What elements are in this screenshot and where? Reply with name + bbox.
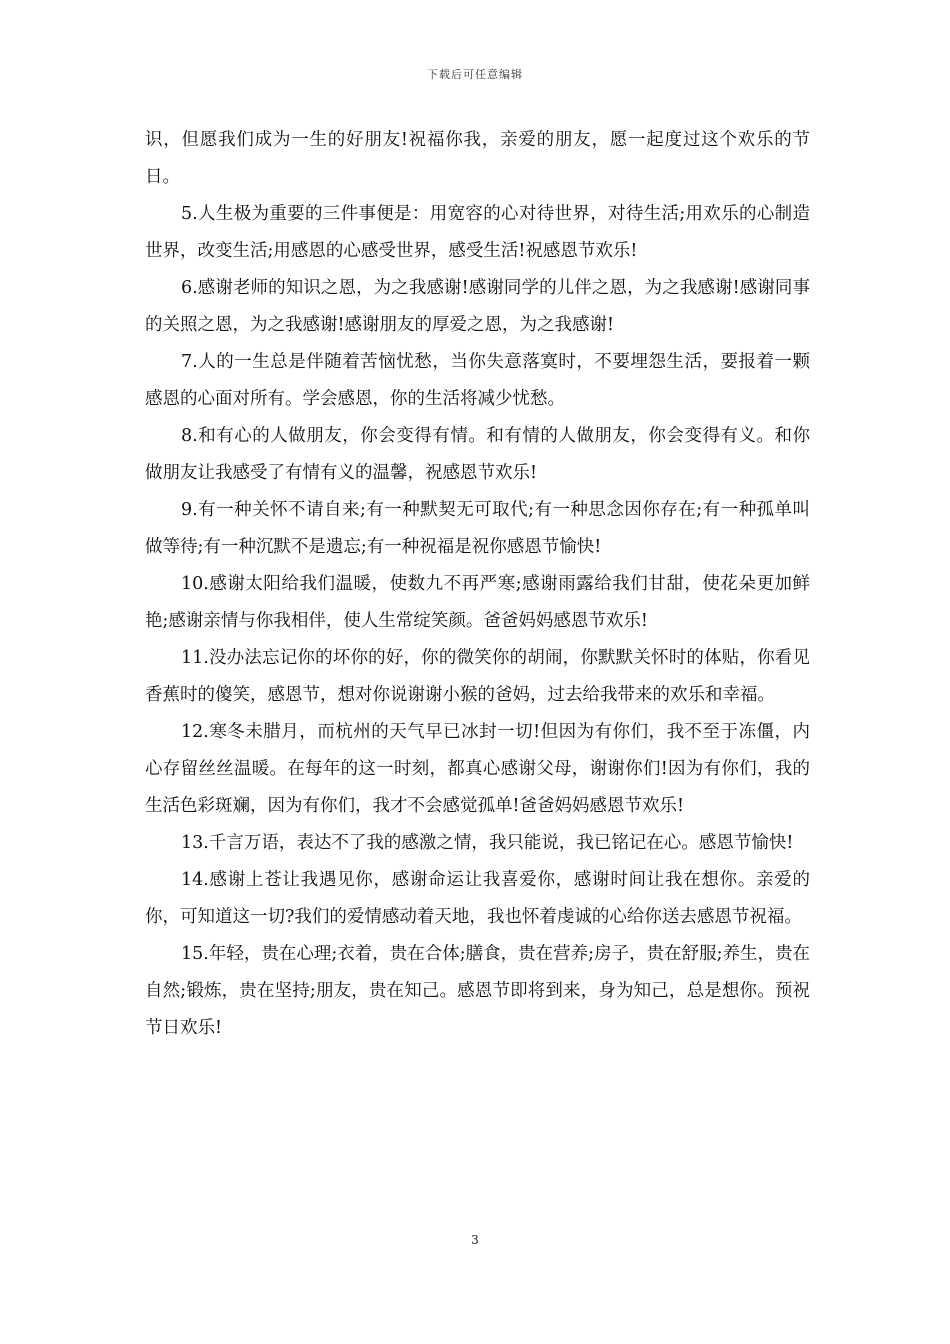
paragraph-item-6: 6.感谢老师的知识之恩，为之我感谢!感谢同学的儿伴之恩，为之我感谢!感谢同事的关照之恩，为之我感谢!感谢朋友的厚爱之恩，为之我感谢! bbox=[145, 278, 810, 335]
paragraph-item-13: 13.千言万语，表达不了我的感激之情，我只能说，我已铭记在心。感恩节愉快! bbox=[181, 833, 794, 853]
paragraph-item-8: 8.和有心的人做朋友，你会变得有情。和有情的人做朋友，你会变得有义。和你做朋友让我感受了有情有义的温馨，祝感恩节欢乐! bbox=[145, 426, 810, 483]
paragraph-item-7: 7.人的一生总是伴随着苦恼忧愁，当你失意落寞时，不要埋怨生活，要报着一颗感恩的心面对所有。学会感恩，你的生活将减少忧愁。 bbox=[145, 352, 810, 409]
paragraph-item-14: 14.感谢上苍让我遇见你，感谢命运让我喜爱你，感谢时间让我在想你。亲爱的你，可知道这一切?我们的爱情感动着天地，我也怀着虔诚的心给你送去感恩节祝福。 bbox=[145, 870, 810, 927]
paragraph-item-15: 15.年轻，贵在心理;衣着，贵在合体;膳食，贵在营养;房子，贵在舒服;养生，贵在自然;锻炼，贵在坚持;朋友，贵在知己。感恩节即将到来，身为知己，总是想你。预祝节日欢乐! bbox=[145, 944, 810, 1038]
page-header: 下载后可任意编辑 bbox=[427, 68, 523, 81]
document-body bbox=[145, 122, 810, 1047]
paragraph-item-11: 11.没办法忘记你的坏你的好，你的微笑你的胡闹，你默默关怀时的体贴，你看见香蕉时的傻笑，感恩节，想对你说谢谢小猴的爸妈，过去给我带来的欢乐和幸福。 bbox=[145, 648, 810, 705]
paragraph-item-12: 12.寒冬未腊月，而杭州的天气早已冰封一切!但因为有你们，我不至于冻僵，内心存留丝丝温暖。在每年的这一时刻，都真心感谢父母，谢谢你们!因为有你们，我的生活色彩斑斓，因为有你们，我才不会感觉孤单!爸爸妈妈感恩节欢乐! bbox=[145, 722, 810, 816]
paragraph-item-10: 10.感谢太阳给我们温暖，使数九不再严寒;感谢雨露给我们甘甜，使花朵更加鲜艳;感谢亲情与你我相伴，使人生常绽笑颜。爸爸妈妈感恩节欢乐! bbox=[145, 574, 810, 631]
page-number: 3 bbox=[471, 1233, 479, 1247]
paragraph-continued: 识，但愿我们成为一生的好朋友!祝福你我，亲爱的朋友，愿一起度过这个欢乐的节日。 bbox=[145, 130, 810, 187]
paragraph-item-5: 5.人生极为重要的三件事便是：用宽容的心对待世界，对待生活;用欢乐的心制造世界，改变生活;用感恩的心感受世界，感受生活!祝感恩节欢乐! bbox=[145, 204, 810, 261]
paragraph-item-9: 9.有一种关怀不请自来;有一种默契无可取代;有一种思念因你存在;有一种孤单叫做等待;有一种沉默不是遗忘;有一种祝福是祝你感恩节愉快! bbox=[145, 500, 810, 557]
